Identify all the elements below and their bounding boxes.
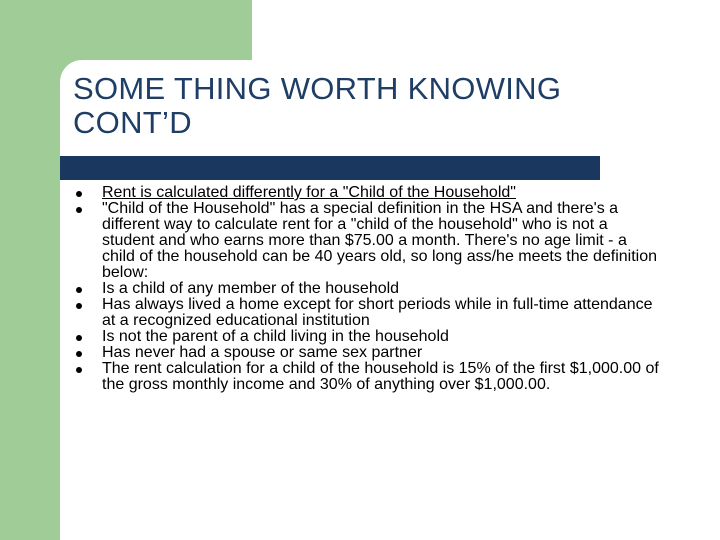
bullet-text: Has always lived a home except for short periods while in full-time attendance at a recognized educational institution [102,296,653,329]
bullet-item [73,201,663,281]
bullet-dot-icon [76,335,82,341]
bullet-item [73,345,663,361]
bullet-item [73,281,663,297]
bullet-item [73,185,663,201]
slide-title [73,72,673,140]
title-divider-bar [60,156,600,180]
bullet-text: Is not the parent of a child living in the household [102,328,449,345]
bullet-text: Is a child of any member of the household [102,280,400,297]
bullet-text: Has never had a spouse or same sex partner [102,344,423,361]
bullet-item [73,361,663,393]
slide-title-line-1: SOME THING WORTH KNOWING [73,71,562,106]
bullet-dot-icon [76,207,82,213]
bullet-dot-icon [76,367,82,373]
bullet-text: Rent is calculated differently for a "Child of the Household" [102,184,516,201]
bullet-dot-icon [76,351,82,357]
bullet-item [73,297,663,329]
bullet-item [73,329,663,345]
bullet-dot-icon [76,303,82,309]
bullet-list [73,185,663,393]
bullet-text: "Child of the Household" has a special definition in the HSA and there's a different way to calculate rent for a "child of the household" who is not a student and who earns more than $75.00 a month. There's no age limit - a child of the household can be 40 years old, so long ass/he meets the definition below: [102,200,658,281]
bullet-dot-icon [76,191,82,197]
slide-title-line-2: CONT’D [73,105,192,140]
bullet-dot-icon [76,287,82,293]
bullet-text: The rent calculation for a child of the household is 15% of the first $1,000.00 of the gross monthly income and 30% of anything over $1,000.00. [102,360,659,393]
